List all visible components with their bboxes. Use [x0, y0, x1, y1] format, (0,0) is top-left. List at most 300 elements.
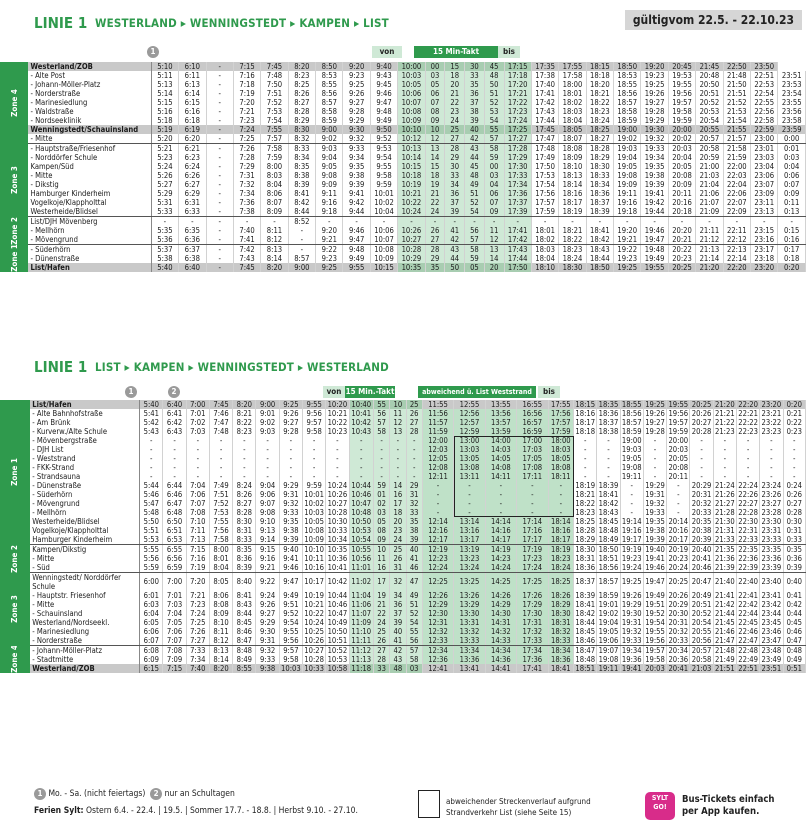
departure-time: 8:11	[209, 627, 232, 636]
departure-time: -	[643, 454, 666, 463]
departure-time: 12:57	[454, 418, 485, 427]
departure-time: 7:03	[186, 427, 209, 436]
departure-time: 20:25	[667, 573, 690, 592]
departure-time: 9:14	[256, 535, 279, 545]
departure-time: -	[206, 245, 233, 255]
departure-time: 7:55	[209, 517, 232, 526]
departure-time: 9:39	[343, 180, 370, 189]
departure-time: 6:56	[163, 554, 186, 563]
col-head-takt: 15 Min.-Takt	[345, 387, 395, 396]
departure-time: 6:29	[179, 189, 206, 198]
departure-time: 03	[425, 71, 445, 80]
departure-time: -	[454, 481, 485, 490]
departure-time: 17:03	[517, 445, 548, 454]
departure-time: 0:09	[778, 189, 806, 198]
departure-time: 18:43	[586, 245, 613, 255]
departure-time: 10:30	[327, 517, 348, 526]
departure-time: 18	[390, 508, 406, 517]
departure-time: 19:55	[668, 80, 695, 89]
zone-label	[0, 62, 28, 144]
departure-time: 7:04	[163, 609, 186, 618]
departure-time: 6:00	[140, 573, 163, 592]
departure-time: 10:21	[327, 409, 348, 418]
departure-time: 12:33	[422, 636, 453, 646]
departure-time: 19:22	[614, 245, 641, 255]
departure-time: 5:29	[151, 189, 178, 198]
departure-time: 6:08	[140, 646, 163, 656]
departure-time: 7:25	[233, 134, 260, 144]
departure-time: 18:48	[598, 526, 619, 535]
departure-time: -	[390, 454, 406, 463]
departure-time: -	[406, 454, 422, 463]
departure-time: -	[736, 472, 759, 481]
departure-time: 20	[484, 263, 504, 272]
departure-time: 5:16	[151, 107, 178, 116]
stop-name: - Strandsauna	[30, 472, 139, 481]
departure-time: -	[233, 436, 256, 445]
departure-time: 20	[390, 517, 406, 526]
departure-time: 0:04	[778, 162, 806, 171]
timetable-row	[0, 171, 806, 180]
departure-time: 11:04	[349, 591, 373, 600]
departure-time: 9:47	[370, 98, 397, 107]
departure-time: 12:00	[422, 436, 453, 445]
departure-time: 20:29	[668, 600, 689, 609]
departure-time: 0:39	[783, 563, 806, 573]
departure-time: 9:58	[370, 171, 397, 180]
departure-time: 7:47	[209, 418, 232, 427]
departure-time: 13:16	[454, 526, 485, 535]
departure-time: 17:28	[504, 144, 531, 154]
departure-time: -	[454, 499, 485, 508]
departure-time: -	[713, 463, 736, 472]
departure-time: 20:05	[668, 162, 695, 171]
departure-time: 5:43	[140, 427, 163, 436]
departure-time: 6:01	[140, 591, 163, 600]
departure-time: 19:03	[614, 144, 641, 154]
departure-time: 17:42	[504, 235, 531, 245]
departure-time: 10:41	[349, 409, 373, 418]
departure-time: 18:42	[575, 609, 596, 618]
departure-time: 20:05	[668, 454, 689, 463]
departure-time: -	[586, 217, 613, 227]
departure-time: 17:32	[517, 627, 548, 636]
departure-time: 18:17	[559, 198, 586, 207]
timetable-row	[0, 245, 806, 255]
app-text: Bus-Tickets einfach	[682, 794, 775, 805]
departure-time: 19:42	[641, 198, 668, 207]
departure-time: 14:14	[485, 517, 516, 526]
departure-time: -	[667, 490, 690, 499]
departure-time: 10:09	[398, 116, 425, 125]
departure-time: 05	[465, 263, 485, 272]
departure-time: 17:29	[517, 600, 548, 609]
timetable-row	[0, 563, 806, 573]
departure-time: 50	[484, 80, 504, 89]
departure-time: 12:14	[422, 517, 453, 526]
departure-time: -	[233, 217, 260, 227]
departure-time: 20:49	[691, 591, 712, 600]
departure-time: 22:11	[723, 226, 750, 235]
departure-time: 8:39	[288, 180, 315, 189]
departure-time: 22:44	[738, 609, 758, 618]
departure-time: 13:33	[454, 636, 485, 646]
departure-time: 10:06	[370, 226, 397, 235]
departure-time: 20:00	[668, 436, 689, 445]
departure-time: 14	[390, 481, 406, 490]
departure-time: 6:35	[179, 226, 206, 235]
departure-time: 14:33	[485, 636, 516, 646]
departure-time: 18:44	[575, 618, 596, 627]
departure-time: 39	[390, 618, 406, 627]
departure-time: -	[760, 472, 783, 481]
departure-time: 20:03	[668, 445, 689, 454]
departure-time: 23:31	[761, 526, 782, 535]
departure-time: 18	[445, 71, 465, 80]
route-stop: KAMPEN	[133, 360, 185, 374]
departure-time: 21:13	[696, 245, 723, 255]
departure-time: 10:33	[304, 664, 324, 673]
departure-time: 17:11	[517, 472, 548, 481]
departure-time: -	[206, 235, 233, 245]
departure-time: 43	[465, 144, 485, 154]
departure-time: 22:22	[738, 418, 758, 427]
departure-time: 21:50	[723, 80, 750, 89]
departure-time: 10:51	[327, 636, 348, 645]
departure-time: 18:41	[598, 490, 619, 499]
departure-time: -	[620, 481, 643, 490]
timetable-row	[0, 207, 806, 217]
departure-time: 9:40	[370, 62, 397, 71]
departure-time: 18:04	[559, 116, 586, 125]
timetable-row	[0, 125, 806, 134]
departure-time: 20:31	[668, 618, 689, 627]
departure-time: 10:06	[398, 89, 425, 98]
departure-time: -	[574, 454, 597, 463]
departure-time: 13:26	[454, 591, 485, 600]
departure-time: 19:49	[645, 591, 665, 600]
zone-label	[0, 573, 30, 646]
timetable-row	[0, 454, 806, 463]
departure-time: 10:03	[304, 508, 324, 517]
departure-time: -	[690, 445, 713, 454]
departure-time: 52	[406, 609, 422, 618]
departure-time: -	[303, 472, 326, 481]
departure-time: 22:33	[738, 535, 758, 544]
departure-time: 18:19	[559, 207, 586, 217]
departure-time: 14:31	[485, 618, 516, 627]
departure-time: 7:15	[233, 62, 260, 71]
stop-name: Hamburger Kinderheim	[28, 189, 151, 198]
departure-time: 20:26	[691, 409, 712, 418]
departure-time: 23:58	[778, 116, 806, 125]
departure-time: 9:28	[343, 107, 370, 116]
departure-time: 9:20	[316, 226, 343, 235]
stop-name: - Mitte	[28, 171, 151, 180]
departure-time: 19:23	[621, 554, 642, 563]
departure-time: 36	[390, 600, 406, 609]
departure-time: 18:35	[598, 400, 619, 409]
departure-time: 23:21	[761, 409, 782, 418]
departure-time: 21:03	[691, 664, 712, 673]
departure-time: 19:40	[645, 544, 665, 554]
departure-time: -	[206, 144, 233, 154]
departure-time: 13:57	[485, 418, 516, 427]
departure-time: 21:11	[696, 226, 723, 235]
departure-time: -	[261, 217, 288, 227]
departure-time: -	[778, 217, 806, 227]
departure-time: 19:25	[620, 573, 643, 592]
departure-time: -	[163, 445, 186, 454]
departure-time: 14:41	[485, 664, 516, 673]
departure-time: 10:24	[398, 207, 425, 217]
departure-time: 17:50	[531, 162, 558, 171]
departure-time: 18:00	[548, 436, 574, 445]
departure-time: 56	[406, 636, 422, 646]
departure-time: 19:16	[614, 198, 641, 207]
departure-time: 10:47	[327, 609, 348, 618]
departure-time: 56	[465, 226, 485, 235]
departure-time: 17:45	[531, 125, 558, 134]
departure-time: 18:42	[586, 235, 613, 245]
departure-time: 23:09	[751, 189, 778, 198]
departure-time: -	[559, 217, 586, 227]
stop-name: List/Hafen	[28, 263, 151, 272]
departure-time: 22:28	[738, 508, 758, 517]
departure-time: -	[163, 472, 186, 481]
departure-time: 10	[425, 125, 445, 134]
departure-time: 9:32	[256, 646, 279, 656]
departure-time: 57	[484, 134, 504, 144]
stop-name: - DJH List	[30, 445, 139, 454]
departure-time: 8:23	[233, 427, 256, 436]
col-head-von: von	[372, 46, 402, 58]
departure-time: 19:23	[614, 254, 641, 263]
departure-time: 48	[484, 71, 504, 80]
departure-time: 23:42	[761, 600, 782, 609]
departure-time: -	[206, 80, 233, 89]
departure-time: 18:08	[559, 144, 586, 154]
departure-time: 9:47	[279, 573, 302, 592]
departure-time: 10:28	[398, 245, 425, 255]
departure-time: 17:57	[548, 418, 574, 427]
departure-time: 12:41	[422, 664, 453, 673]
departure-time: 14:17	[485, 535, 516, 545]
departure-time: 21:53	[723, 107, 750, 116]
departure-time: 19	[373, 591, 389, 600]
departure-time: 18:37	[574, 573, 597, 592]
departure-time: -	[517, 508, 548, 517]
departure-time: 21:45	[696, 62, 723, 71]
departure-time: 8:20	[209, 664, 232, 673]
departure-time: 7:41	[233, 235, 260, 245]
departure-time: 12:29	[422, 600, 453, 609]
departure-time: 9:40	[279, 545, 302, 555]
departure-time: 21:22	[714, 418, 735, 427]
departure-time: -	[668, 217, 695, 227]
departure-time: 10:43	[349, 427, 373, 436]
departure-time: 18:58	[614, 107, 641, 116]
stop-name: - Süderhörn	[28, 245, 151, 255]
departure-time: 9:51	[279, 600, 302, 609]
departure-time: 13:23	[454, 554, 485, 563]
departure-time: 23:18	[751, 254, 778, 263]
departure-time: -	[279, 454, 302, 463]
departure-time: 14:08	[485, 463, 516, 472]
departure-time: 31	[406, 490, 422, 499]
departure-time: 8:11	[261, 226, 288, 235]
line-title: LINIE 1	[34, 14, 88, 32]
departure-time: 7:18	[233, 80, 260, 89]
departure-time: 7:29	[233, 162, 260, 171]
departure-time: 19:04	[598, 618, 619, 627]
departure-time: 10:44	[349, 481, 373, 490]
departure-time: 07	[425, 98, 445, 107]
departure-time: 9:53	[370, 144, 397, 154]
departure-time: 10:46	[349, 490, 373, 499]
stop-name: Wenningstedt/Schauinsland	[28, 125, 151, 134]
departure-time: 21:52	[723, 98, 750, 107]
departure-time: 7:52	[261, 98, 288, 107]
departure-time: 8:47	[233, 636, 256, 646]
departure-time: 22:13	[723, 245, 750, 255]
departure-time: 24	[425, 207, 445, 217]
departure-time: 21	[373, 600, 389, 609]
departure-time: 18:41	[548, 664, 574, 673]
departure-time: 20	[445, 80, 465, 89]
departure-time: 13:00	[454, 436, 485, 445]
departure-time: 29	[445, 153, 465, 162]
departure-time: 18:19	[548, 545, 574, 555]
departure-time: 9:10	[256, 517, 279, 526]
departure-time: 03	[484, 171, 504, 180]
departure-time: 10:10	[304, 544, 324, 554]
departure-time: 0:23	[783, 427, 806, 436]
departure-time: -	[186, 436, 209, 445]
departure-time: -	[326, 463, 349, 472]
departure-time: 13:08	[454, 463, 485, 472]
departure-time: 0:44	[783, 609, 806, 618]
departure-time: 21:23	[714, 427, 735, 436]
departure-time: 7:23	[186, 600, 209, 609]
departure-time: 18	[425, 171, 445, 180]
departure-time: 23	[445, 107, 465, 116]
departure-time: 19:03	[621, 445, 642, 454]
departure-time: 7:54	[261, 116, 288, 125]
departure-time: 12:05	[422, 454, 453, 463]
departure-time: 18:31	[548, 618, 574, 627]
departure-time: 7:28	[233, 153, 260, 162]
departure-time: 0:30	[783, 517, 806, 526]
departure-time: 19:33	[645, 508, 665, 517]
departure-time: 21:31	[714, 526, 735, 535]
departure-time: 27	[373, 646, 389, 656]
departure-time: 23:33	[761, 535, 782, 544]
departure-time: 11:09	[349, 618, 373, 627]
departure-time: 23:26	[761, 490, 782, 499]
departure-time: 6:38	[179, 254, 206, 263]
departure-time: 56	[373, 409, 389, 418]
departure-time: 11:10	[349, 627, 373, 636]
stop-name: - FKK-Strand	[30, 463, 139, 472]
departure-time: 8:28	[233, 508, 256, 517]
departure-time: -	[186, 454, 209, 463]
departure-time: -	[140, 454, 163, 463]
departure-time: 19:32	[645, 499, 665, 508]
departure-time: 0:07	[778, 180, 806, 189]
departure-time: -	[465, 217, 485, 227]
legend-box-icon	[418, 790, 440, 818]
departure-time: 8:40	[233, 573, 256, 592]
departure-time: 19:26	[645, 409, 665, 418]
departure-time: 18:02	[559, 98, 586, 107]
departure-time: 18:41	[575, 600, 596, 609]
departure-time: 19:14	[621, 517, 642, 526]
departure-time: 18:50	[586, 263, 613, 272]
stop-name: - Süderhörn	[30, 490, 139, 499]
departure-time: 9:32	[343, 134, 370, 144]
departure-time: -	[597, 472, 620, 481]
departure-time: 20:25	[668, 263, 695, 272]
departure-time: 7:27	[186, 636, 209, 646]
timetable-row	[0, 189, 806, 198]
departure-time: 19:38	[641, 171, 668, 180]
departure-time: 08	[425, 107, 445, 116]
departure-time: 18:56	[621, 409, 642, 418]
departure-time: 17:39	[504, 207, 531, 217]
departure-time: 20:16	[668, 526, 689, 535]
timetable-row	[0, 636, 806, 646]
departure-time: 44	[465, 153, 485, 162]
departure-time: 23:03	[751, 153, 778, 162]
timetable-row	[0, 445, 806, 454]
timetable-row	[0, 235, 806, 245]
departure-time: 19:46	[645, 563, 665, 572]
departure-time: 37	[465, 98, 485, 107]
stop-name: Westerheide/Blidsel	[30, 517, 139, 526]
departure-time: 20:32	[691, 499, 712, 508]
departure-time: 7:57	[261, 134, 288, 144]
departure-time: 9:25	[316, 263, 343, 272]
departure-time: 7:06	[186, 490, 209, 499]
departure-time: 21:20	[714, 400, 735, 409]
departure-time: 8:56	[316, 89, 343, 98]
departure-time: 21:04	[696, 180, 723, 189]
departure-time: 18:36	[548, 655, 574, 664]
departure-time: 42	[445, 235, 465, 245]
departure-time: 19:21	[614, 235, 641, 245]
departure-time: 20:00	[668, 125, 695, 134]
departure-time: 21:06	[696, 189, 723, 198]
departure-time: 18:59	[621, 427, 642, 436]
departure-time: 19:59	[668, 116, 695, 125]
departure-time: 19:05	[598, 627, 619, 636]
departure-time: 18:33	[586, 171, 613, 180]
departure-time: -	[279, 463, 302, 472]
departure-time: -	[279, 472, 302, 481]
zone-label	[0, 217, 28, 245]
departure-time: 17:40	[531, 80, 558, 89]
departure-time: 14:11	[485, 472, 516, 481]
departure-time: 9:46	[343, 226, 370, 235]
departure-time: 19:57	[668, 418, 689, 427]
departure-time: 18:21	[575, 490, 596, 499]
departure-time: 17:38	[531, 71, 558, 80]
departure-time: 20:35	[691, 517, 712, 526]
departure-time: 9:35	[343, 162, 370, 171]
departure-time: 9:55	[370, 162, 397, 171]
departure-time: 0:20	[783, 400, 806, 409]
